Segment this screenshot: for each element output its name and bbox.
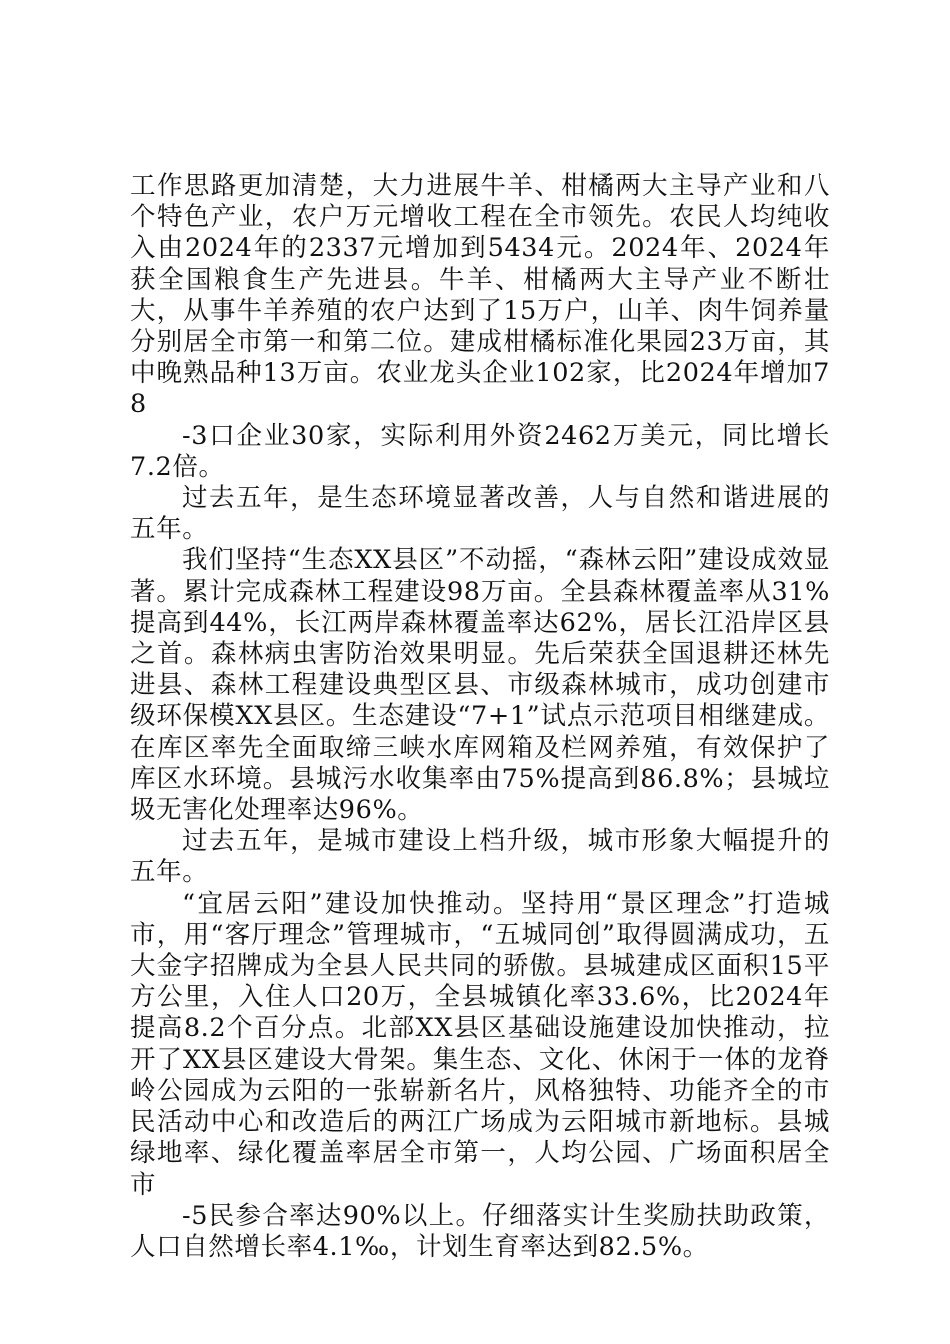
paragraph-5: 过去五年，是城市建设上档升级，城市形象大幅提升的五年。: [130, 826, 830, 888]
paragraph-3: 过去五年，是生态环境显著改善，人与自然和谐进展的五年。: [130, 483, 830, 545]
paragraph-4: 我们坚持“生态XX县区”不动摇，“森林云阳”建设成效显著。累计完成森林工程建设98万亩。全县森林覆盖率从31%提高到44%，长江两岸森林覆盖率达62%，居长江沿岸区县之首。森林病虫害防治效果明显。先后荣获全国退耕还林先进县、森林工程建设典型区县、市级森林城市，成功创建市级环保模XX县区。生态建设“7+1”试点示范项目相继建成。在库区率先全面取缔三峡水库网箱及栏网养殖，有效保护了库区水环境。县城污水收集率由75%提高到86.8%；县城垃圾无害化处理率达96%。: [130, 545, 830, 826]
paragraph-2: -3口企业30家，实际利用外资2462万美元，同比增长7.2倍。: [130, 420, 830, 482]
paragraph-1: 工作思路更加清楚，大力进展牛羊、柑橘两大主导产业和八个特色产业，农户万元增收工程在全市领先。农民人均纯收入由2024年的2337元增加到5434元。2024年、2024年获全国粮食生产先进县。牛羊、柑橘两大主导产业不断壮大，从事牛羊养殖的农户达到了15万户，山羊、肉牛饲养量分别居全市第一和第二位。建成柑橘标准化果园23万亩，其中晚熟品种13万亩。农业龙头企业102家，比2024年增加78: [130, 171, 830, 420]
paragraph-6: “宜居云阳”建设加快推动。坚持用“景区理念”打造城市，用“客厅理念”管理城市，“五城同创”取得圆满成功，五大金字招牌成为全县人民共同的骄傲。县城建成区面积15平方公里，入住人口20万，全县城镇化率33.6%，比2024年提高8.2个百分点。北部XX县区基础设施建设加快推动，拉开了XX县区建设大骨架。集生态、文化、休闲于一体的龙脊岭公园成为云阳的一张崭新名片，风格独特、功能齐全的市民活动中心和改造后的两江广场成为云阳城市新地标。县城绿地率、绿化覆盖率居全市第一，人均公园、广场面积居全市: [130, 888, 830, 1200]
document-page: [130, 171, 830, 1263]
paragraph-7: -5民参合率达90%以上。仔细落实计生奖励扶助政策，人口自然增长率4.1‰，计划生育率达到82.5%。: [130, 1200, 830, 1262]
